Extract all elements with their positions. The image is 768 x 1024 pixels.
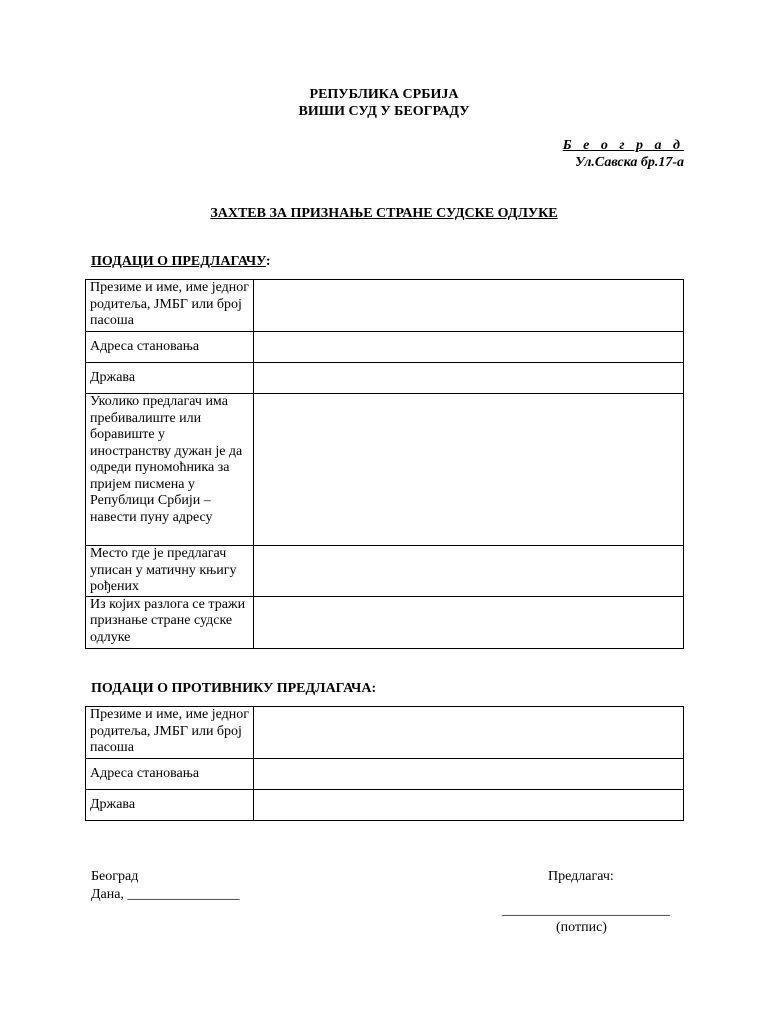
- row-label: Уколико предлагач има пребивалиште или боравиште у иностранству дужан је да одреди пуномоћника за пријем писмена у Републици Србији – навести пуну адресу: [86, 394, 254, 546]
- row-value-field[interactable]: [254, 707, 684, 759]
- row-value-field[interactable]: [254, 363, 684, 394]
- row-label: Место где је предлагач уписан у матичну књигу рођених: [86, 546, 254, 597]
- address-street: Ул.Савска бр.17-а: [575, 155, 684, 170]
- section-opponent-heading: ПОДАЦИ О ПРОТИВНИКУ ПРЕДЛАГАЧА:: [91, 681, 377, 696]
- row-label: Адреса становања: [86, 759, 254, 790]
- row-label: Презиме и име, име једног родитеља, ЈМБГ или број пасоша: [86, 280, 254, 332]
- section-applicant-heading-colon: :: [265, 254, 271, 269]
- table-row: [86, 280, 684, 332]
- table-row: [86, 759, 684, 790]
- opponent-table: [85, 706, 684, 821]
- header-court: ВИШИ СУД У БЕОГРАДУ: [298, 104, 470, 119]
- row-label: Држава: [86, 363, 254, 394]
- footer-applicant-label: Предлагач:: [548, 869, 614, 884]
- section-applicant-heading-text: ПОДАЦИ О ПРЕДЛАГАЧУ: [91, 254, 266, 269]
- row-label: Презиме и име, име једног родитеља, ЈМБГ или број пасоша: [86, 707, 254, 759]
- table-row: [86, 790, 684, 821]
- row-label: Држава: [86, 790, 254, 821]
- row-label: Адреса становања: [86, 332, 254, 363]
- table-row: [86, 332, 684, 363]
- row-value-field[interactable]: [254, 332, 684, 363]
- row-value-field[interactable]: [254, 790, 684, 821]
- section-applicant-heading: [91, 254, 271, 270]
- footer-date-field[interactable]: Дана, ________________: [91, 887, 240, 902]
- table-row: [86, 546, 684, 597]
- footer-place: Београд: [91, 869, 139, 884]
- header-republic: РЕПУБЛИКА СРБИЈА: [309, 87, 459, 102]
- row-value-field[interactable]: [254, 759, 684, 790]
- signature-line[interactable]: ________________________: [502, 903, 670, 918]
- table-row: [86, 363, 684, 394]
- row-value-field[interactable]: [254, 546, 684, 597]
- address-city: [563, 137, 684, 155]
- table-row: [86, 394, 684, 546]
- row-value-field[interactable]: [254, 394, 684, 546]
- table-row: [86, 596, 684, 648]
- applicant-table: [85, 279, 684, 649]
- row-label: Из којих разлога се тражи признање стране судске одлуке: [86, 596, 254, 648]
- row-value-field[interactable]: [254, 280, 684, 332]
- city-name: Б е о г р а д: [562, 138, 684, 153]
- signature-caption: (потпис): [556, 920, 607, 935]
- table-row: [86, 707, 684, 759]
- document-title: ЗАХТЕВ ЗА ПРИЗНАЊЕ СТРАНЕ СУДСКЕ ОДЛУКЕ: [210, 206, 558, 221]
- row-value-field[interactable]: [254, 596, 684, 648]
